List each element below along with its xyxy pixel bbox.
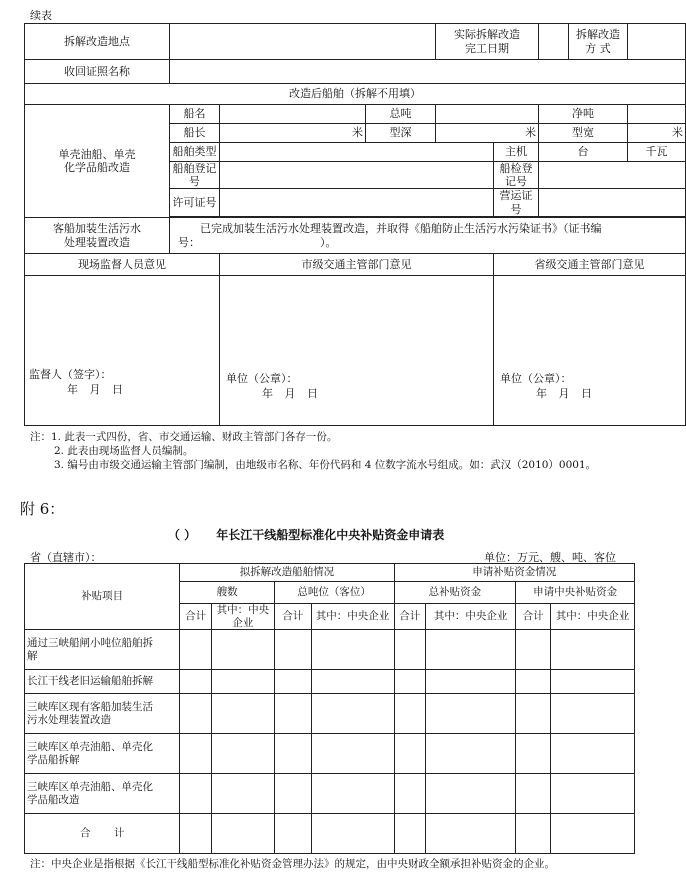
cell[interactable] [394,774,425,814]
breadth-value[interactable] [628,124,686,143]
cell[interactable] [311,694,394,734]
registration-no-label: 船舶登记号 [170,162,220,189]
city-unit-seal: 单位（公章）： [226,372,298,385]
ship-name-label: 船名 [170,105,220,124]
note1-2: 2. 此表由现场监督人员编制。 [54,445,194,457]
cell[interactable] [274,694,311,734]
subsidy-item-row: 三峡库区现有客船加装生活 污水处理装置改造 [25,694,180,734]
cell[interactable] [550,814,634,854]
unit-meter: 米 [352,126,363,140]
main-engine-label: 主机 [494,143,539,162]
depth-value[interactable] [436,124,539,143]
ship-type-value[interactable] [220,143,494,162]
cell[interactable] [211,774,274,814]
cell[interactable] [274,814,311,854]
supervisor-sign: 监督人（签字）： [29,368,112,381]
cell[interactable] [211,694,274,734]
total-row-label: 合 计 [25,814,180,854]
unit-kw: 千瓦 [645,145,668,159]
cell[interactable] [180,694,211,734]
inspection-no-value[interactable] [539,162,686,189]
cell[interactable] [426,734,516,774]
cell[interactable] [211,630,274,670]
cell[interactable] [394,814,425,854]
col-subsidy-item: 补贴项目 [25,564,180,630]
operation-cert-label: 营运证号 [494,189,539,216]
central-header: 其中：中央企业 [426,604,516,630]
opinion-prov-box[interactable] [494,276,686,426]
ship-name-value[interactable] [220,105,366,124]
note2: 注：中央企业是指根据《长江干线船型标准化补贴资金管理办法》的规定，由中央财政全额承担补贴资金的企业。 [30,858,555,870]
cell[interactable] [311,630,394,670]
cell[interactable] [516,734,551,774]
sum-header: 合计 [274,604,311,630]
net-tonnage-value[interactable] [628,105,686,124]
cell[interactable] [426,630,516,670]
depth-label: 型深 [366,124,436,143]
completion-date-label: 实际拆解改造 完工日期 [436,24,539,60]
sum-header: 合计 [394,604,425,630]
sub-total-fund: 总补贴资金 [394,582,516,604]
cell[interactable] [394,670,425,694]
col-apply: 申请补贴资金情况 [394,564,634,582]
central-header: 其中：中央企业 [550,604,634,630]
cell[interactable] [516,630,551,670]
cell[interactable] [394,630,425,670]
cell[interactable] [180,814,211,854]
opinion-city-box[interactable] [220,276,494,426]
continued-label: 续表 [30,9,52,22]
cell[interactable] [311,734,394,774]
cell[interactable] [550,694,634,734]
unit-meter: 米 [672,126,683,140]
prov-date: 年 月 日 [536,387,592,400]
unit-tai: 台 [577,145,589,159]
note1-1: 注：1. 此表一式四份，省、市交通运输、财政主管部门各存一份。 [30,431,338,443]
sum-header: 合计 [516,604,551,630]
completion-date-value[interactable] [539,24,569,60]
sub-ships: 艘数 [180,582,274,604]
cell[interactable] [516,774,551,814]
sewage-label: 客船加装生活污水 处理装置改造 [25,218,170,254]
dismantle-location-value[interactable] [170,24,436,60]
central-header: 其中：中央企业 [311,604,394,630]
subsidy-item-row: 长江干线老旧运输船舶拆解 [25,670,180,694]
form2-title: （ ） 年长江干线船型标准化中央补贴资金申请表 [168,528,445,542]
inspection-no-label: 船检登记号 [494,162,539,189]
subsidy-application-table [24,563,635,854]
cell[interactable] [274,630,311,670]
opinion-prov-header: 省级交通主管部门意见 [494,254,686,276]
opinion-site-header: 现场监督人员意见 [25,254,220,276]
cell[interactable] [516,670,551,694]
cell[interactable] [180,670,211,694]
cell[interactable] [311,774,394,814]
city-date: 年 月 日 [262,387,318,400]
prov-unit-seal: 单位（公章）： [500,372,572,385]
license-no-label: 许可证号 [170,189,220,216]
gross-tonnage-value[interactable] [436,105,539,124]
cell[interactable] [180,774,211,814]
dismantle-location-label: 拆解改造地点 [25,24,170,60]
cell[interactable] [180,630,211,670]
cell[interactable] [550,774,634,814]
cell[interactable] [550,670,634,694]
sum-header: 合计 [180,604,211,630]
cell[interactable] [394,734,425,774]
opinion-site-box[interactable] [25,276,220,426]
cell[interactable] [516,814,551,854]
cell[interactable] [274,734,311,774]
subsidy-item-row: 通过三峡船闸小吨位船舶拆 解 [25,630,180,670]
cell[interactable] [274,670,311,694]
after-modification-title: 改造后船舶（拆解不用填） [25,84,686,105]
subsidy-item-row: 三峡库区单壳油船、单壳化 学品船改造 [25,774,180,814]
license-no-value[interactable] [220,189,494,216]
ship-type-label: 船舶类型 [170,143,220,162]
ship-length-value[interactable] [220,124,366,143]
unit-meter: 米 [525,126,536,140]
cell[interactable] [311,670,394,694]
cell[interactable] [550,734,634,774]
certificate-name-value[interactable] [170,60,686,84]
subsidy-item-row: 三峡库区单壳油船、单壳化 学品船拆解 [25,734,180,774]
units-label: 单位：万元、艘、吨、客位 [484,551,616,564]
cell[interactable] [394,694,425,734]
method-label: 拆解改造 方 式 [569,24,628,60]
cell[interactable] [180,734,211,774]
registration-no-value[interactable] [220,162,494,189]
cell[interactable] [426,814,516,854]
single-hull-label: 单壳油船、单壳 化学品船改造 [25,105,170,218]
cell[interactable] [426,774,516,814]
cell[interactable] [311,814,394,854]
ship-dismantle-form [24,23,686,426]
sub-central-fund: 申请中央补贴资金 [516,582,635,604]
breadth-label: 型宽 [539,124,628,143]
main-engine-count[interactable] [539,143,628,162]
cell[interactable] [426,694,516,734]
sub-tonnage: 总吨位（客位） [274,582,394,604]
cell[interactable] [516,694,551,734]
ship-length-label: 船长 [170,124,220,143]
cell[interactable] [274,774,311,814]
method-value[interactable] [628,24,686,60]
net-tonnage-label: 净吨 [539,105,628,124]
cell[interactable] [211,670,274,694]
note1-3: 3. 编号由市级交通运输主管部门编制，由地级市名称、年份代码和 4 位数字流水号组成。如：武汉（2010）0001。 [54,459,597,471]
gross-tonnage-label: 总吨 [366,105,436,124]
certificate-name-label: 收回证照名称 [25,60,170,84]
cell[interactable] [211,734,274,774]
attachment-label: 附 6： [20,500,65,518]
cell[interactable] [550,630,634,670]
col-plan: 拟拆解改造船舶情况 [180,564,394,582]
operation-cert-value[interactable] [539,189,686,216]
cell[interactable] [211,814,274,854]
main-engine-power[interactable] [628,143,686,162]
central-header: 其中：中央企业 [211,604,274,630]
opinion-city-header: 市级交通主管部门意见 [220,254,494,276]
cell[interactable] [426,670,516,694]
sewage-text: 已完成加装生活污水处理装置改造，并取得《船舶防止生活污水污染证书》（证书编 号： ）。 [170,218,686,254]
site-date: 年 月 日 [67,383,123,396]
province-label: 省（直辖市）： [30,551,102,564]
